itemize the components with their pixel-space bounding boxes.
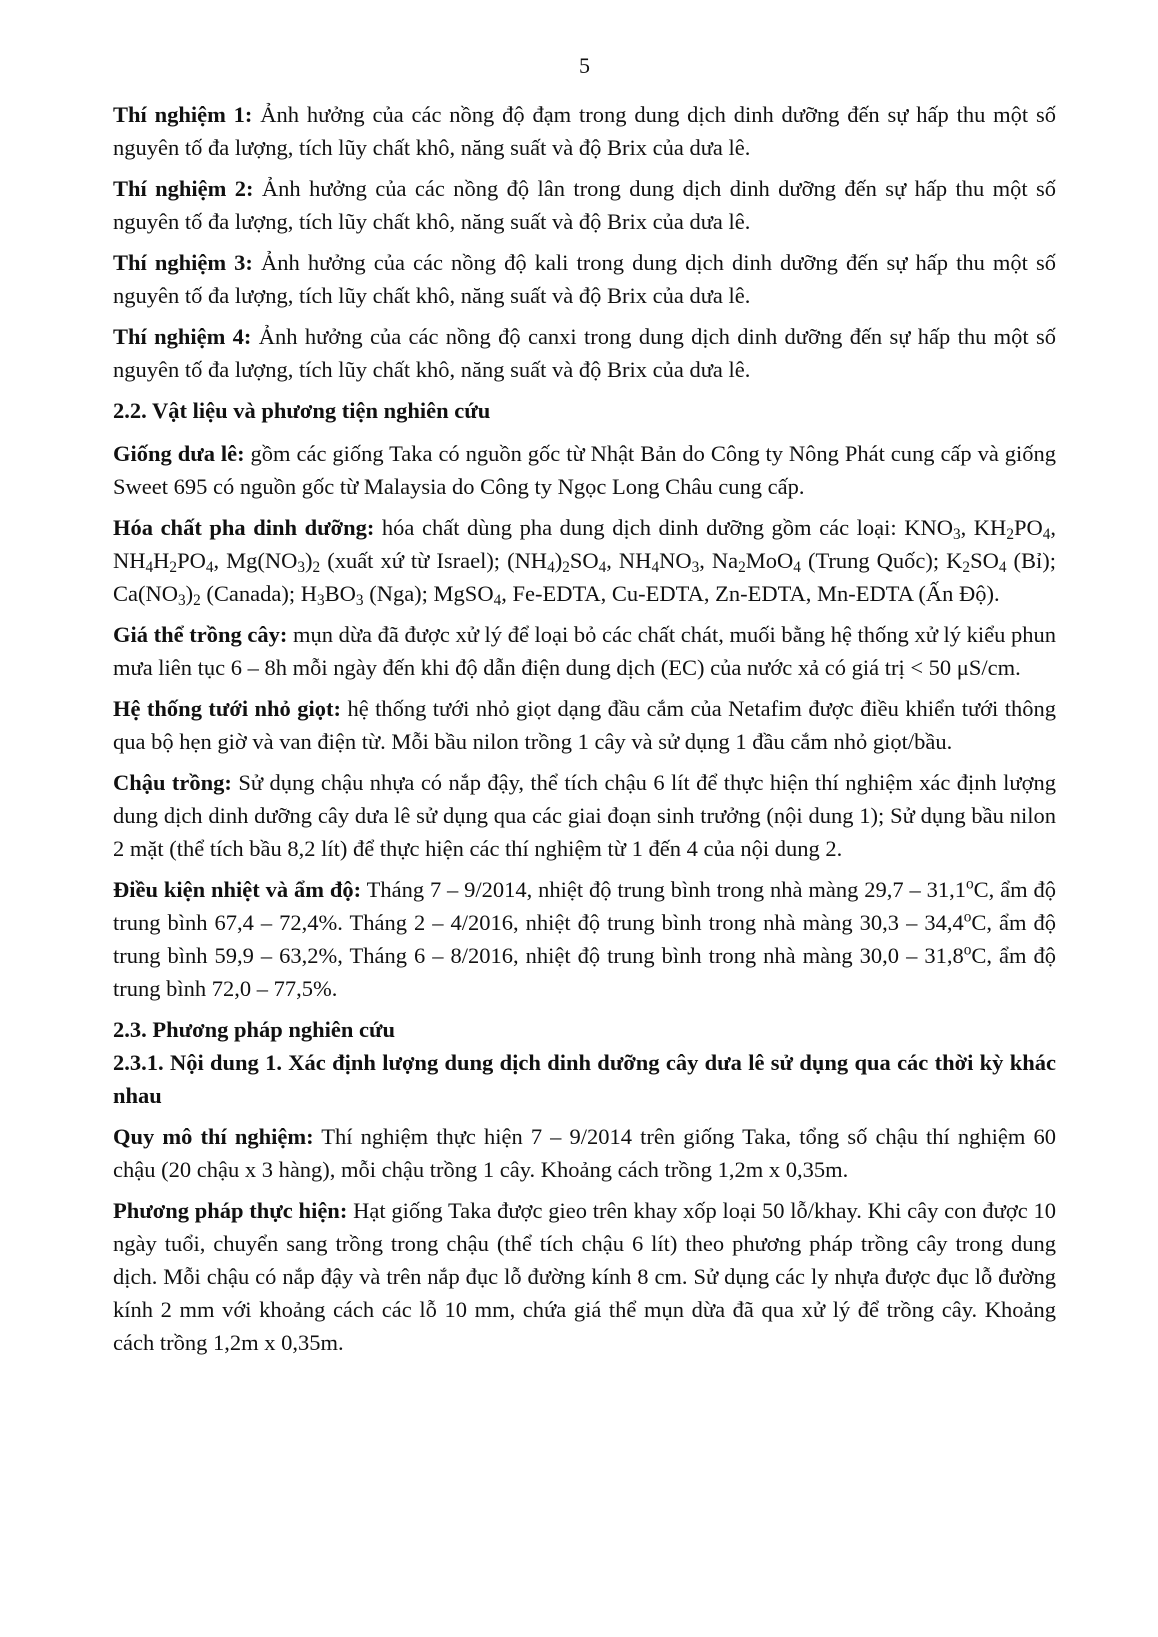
phuong-phap-text: Hạt giống Taka được gieo trên khay xốp loại 50 lỗ/khay. Khi cây con được 10 ngày tuổi, chuyển sang trồng trong chậu (thể tích chậu 6 lít) theo phương pháp trồng cây trong dung dịch. Mỗi chậu có nắp đậy và trên nắp đục lỗ đường kính 8 cm. Sử dụng các ly nhựa được đục lỗ đường kính 2 mm với khoảng cách các lỗ 10 mm, chứa giá thể mụn dừa đã qua xử lý để trồng cây. Khoảng cách trồng 1,2m x 0,35m. (113, 1198, 1056, 1355)
page-number: 5 (579, 53, 590, 78)
subscript: 4 (598, 558, 607, 576)
section-heading-2-3: 2.3. Phương pháp nghiên cứu (113, 1017, 396, 1042)
quy-mo-label: Quy mô thí nghiệm: (113, 1124, 314, 1149)
paragraph-chau-trong (113, 766, 1056, 865)
hoa-chat-text: (xuất xứ từ Israel); (NH (320, 548, 548, 573)
experiment-1 (113, 98, 1056, 164)
hoa-chat-text: ) (305, 548, 313, 573)
hoa-chat-text: ) (185, 581, 194, 606)
hoa-chat-text: PO (177, 548, 206, 573)
experiment-4 (113, 320, 1056, 386)
subscript: 4 (793, 558, 801, 576)
hoa-chat-text: PO (1013, 515, 1043, 540)
chau-trong-label: Chậu trồng: (113, 770, 232, 795)
subscript: 4 (493, 591, 502, 609)
hoa-chat-text: (Nga); MgSO (363, 581, 494, 606)
dieu-kien-label: Điều kiện nhiệt và ẩm độ: (113, 877, 362, 902)
subscript: 3 (691, 558, 700, 576)
hoa-chat-text: (Trung Quốc); K (800, 548, 963, 573)
hoa-chat-text: , NH (113, 515, 1057, 573)
superscript: o (965, 875, 974, 893)
subscript: 4 (1042, 525, 1051, 543)
hoa-chat-text: hóa chất dùng pha dung dịch dinh dưỡng gồm các loại: KNO (374, 515, 953, 540)
subscript: 4 (998, 558, 1007, 576)
subscript: 3 (317, 591, 325, 609)
experiment-4-label: Thí nghiệm 4: (113, 324, 252, 349)
paragraph-tuoi (113, 692, 1056, 758)
paragraph-dieu-kien (113, 873, 1056, 1005)
subscript: 3 (297, 558, 306, 576)
subsection-heading-2-3-1: 2.3.1. Nội dung 1. Xác định lượng dung dịch dinh dưỡng cây dưa lê sử dụng qua các thời kỳ khác nhau (113, 1050, 1056, 1108)
experiment-1-label: Thí nghiệm 1: (113, 102, 253, 127)
experiment-1-text: Ảnh hưởng của các nồng độ đạm trong dung dịch dinh dưỡng đến sự hấp thu một số nguyên tố đa lượng, tích lũy chất khô, năng suất và độ Brix của dưa lê. (113, 102, 1056, 160)
paragraph-gia-the (113, 618, 1056, 684)
hoa-chat-text: SO (970, 548, 999, 573)
hoa-chat-label: Hóa chất pha dinh dưỡng: (113, 515, 375, 540)
experiment-2-label: Thí nghiệm 2: (113, 176, 254, 201)
subscript: 2 (169, 558, 178, 576)
subscript: 4 (651, 558, 660, 576)
subscript: 3 (952, 525, 961, 543)
paragraph-phuong-phap (113, 1194, 1056, 1359)
chau-trong-text: Sử dụng chậu nhựa có nắp đậy, thể tích chậu 6 lít để thực hiện thí nghiệm xác định lượng dung dịch dinh dưỡng cây dưa lê sử dụng qua các giai đoạn sinh trưởng (nội dung 1); Sử dụng bầu nilon 2 mặt (thể tích bầu 8,2 lít) để thực hiện các thí nghiệm từ 1 đến 4 của nội dung 2. (113, 770, 1056, 861)
gia-the-text: mụn dừa đã được xử lý để loại bỏ các chất chát, muối bằng hệ thống xử lý kiểu phun mưa liên tục 6 – 8h mỗi ngày đến khi độ dẫn điện dung dịch (EC) của nước xả có giá trị < 50 μS/cm. (113, 622, 1057, 680)
quy-mo-text: Thí nghiệm thực hiện 7 – 9/2014 trên giống Taka, tổng số chậu thí nghiệm 60 chậu (20 chậu x 3 hàng), mỗi chậu trồng 1 cây. Khoảng cách trồng 1,2m x 0,35m. (113, 1124, 1057, 1182)
paragraph-hoa-chat (113, 511, 1056, 610)
subscript: 4 (145, 558, 154, 576)
hoa-chat-text: , Mg(NO (213, 548, 298, 573)
subscript: 2 (738, 558, 746, 576)
document-page (113, 52, 1056, 1367)
dieu-kien-text: Tháng 7 – 9/2014, nhiệt độ trung bình trong nhà màng 29,7 – 31,1 (361, 877, 966, 902)
subscript: 2 (562, 558, 570, 576)
superscript: o (963, 941, 972, 959)
hoa-chat-text: SO (569, 548, 599, 573)
superscript: o (963, 908, 972, 926)
hoa-chat-text: (Canada); H (200, 581, 317, 606)
giong-label: Giống dưa lê: (113, 441, 245, 466)
dieu-kien-text: C, ẩm độ trung bình 59,9 – 63,2%, Tháng 6 – 8/2016, nhiệt độ trung bình trong nhà màng 30,0 – 31,8 (113, 910, 1056, 968)
hoa-chat-text: (Bỉ); Ca(NO (113, 548, 1056, 606)
phuong-phap-label: Phương pháp thực hiện: (113, 1198, 348, 1223)
paragraph-giong (113, 437, 1056, 503)
hoa-chat-text: ) (554, 548, 563, 573)
hoa-chat-text: NO (659, 548, 692, 573)
dieu-kien-text: C, ẩm độ trung bình 72,0 – 77,5%. (113, 943, 1056, 1001)
subscript: 3 (177, 591, 186, 609)
hoa-chat-text: , Fe-EDTA, Cu-EDTA, Zn-EDTA, Mn-EDTA (Ấn Độ). (501, 581, 1000, 606)
tuoi-text: hệ thống tưới nhỏ giọt dạng đầu cắm của Netafim được điều khiển tưới thông qua bộ hẹn giờ và van điện từ. Mỗi bầu nilon trồng 1 cây và sử dụng 1 đầu cắm nhỏ giọt/bầu. (113, 696, 1056, 754)
giong-text: gồm các giống Taka có nguồn gốc từ Nhật Bản do Công ty Nông Phát cung cấp và giống Sweet 695 có nguồn gốc từ Malaysia do Công ty Ngọc Long Châu cung cấp. (113, 441, 1057, 499)
subscript: 3 (355, 591, 364, 609)
hoa-chat-text: H (153, 548, 170, 573)
paragraph-quy-mo (113, 1120, 1056, 1186)
subscript: 2 (1006, 525, 1014, 543)
subscript: 4 (547, 558, 555, 576)
hoa-chat-text: BO (324, 581, 356, 606)
experiment-2-text: Ảnh hưởng của các nồng độ lân trong dung dịch dinh dưỡng đến sự hấp thu một số nguyên tố đa lượng, tích lũy chất khô, năng suất và độ Brix của dưa lê. (113, 176, 1056, 234)
dieu-kien-text: C, ẩm độ trung bình 67,4 – 72,4%. Tháng 2 – 4/2016, nhiệt độ trung bình trong nhà màng 30,3 – 34,4 (113, 877, 1056, 935)
hoa-chat-text: , NH (606, 548, 652, 573)
experiment-3-label: Thí nghiệm 3: (113, 250, 253, 275)
subscript: 2 (193, 591, 201, 609)
subscript: 4 (205, 558, 214, 576)
experiment-4-text: Ảnh hưởng của các nồng độ canxi trong dung dịch dinh dưỡng đến sự hấp thu một số nguyên tố đa lượng, tích lũy chất khô, năng suất và độ Brix của dưa lê. (113, 324, 1056, 382)
hoa-chat-text: , Na (699, 548, 739, 573)
section-heading-2-2: 2.2. Vật liệu và phương tiện nghiên cứu (113, 398, 491, 423)
gia-the-label: Giá thể trồng cây: (113, 622, 288, 647)
hoa-chat-text: MoO (745, 548, 794, 573)
experiment-2 (113, 172, 1056, 238)
subscript: 2 (962, 558, 971, 576)
experiment-3-text: Ảnh hưởng của các nồng độ kali trong dung dịch dinh dưỡng đến sự hấp thu một số nguyên tố đa lượng, tích lũy chất khô, năng suất và độ Brix của dưa lê. (113, 250, 1056, 308)
tuoi-label: Hệ thống tưới nhỏ giọt: (113, 696, 341, 721)
experiment-3 (113, 246, 1056, 312)
hoa-chat-text: , KH (960, 515, 1007, 540)
subscript: 2 (312, 558, 321, 576)
